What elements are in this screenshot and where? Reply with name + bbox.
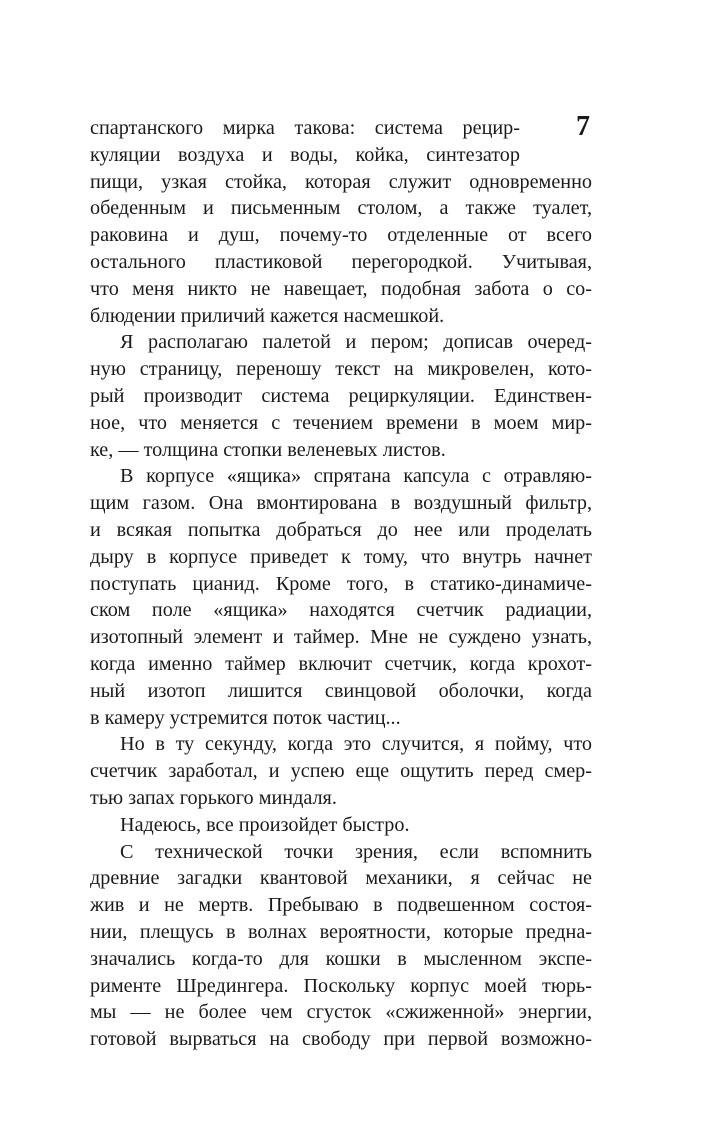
text-line: раковина и душ, почему-то отделенные от всего [90,224,592,247]
text-line: пищи, узкая стойка, которая служит одновременно [90,170,592,193]
text-line: древние загадки квантовой механики, я сейчас не [90,867,592,890]
text-line: Но в ту секунду, когда это случится, я пойму, что [120,733,592,756]
text-line: тью запах горького миндаля. [90,786,337,809]
text-line: готовой вырваться на свободу при первой возможно- [90,1028,592,1051]
text-line: куляции воздуха и воды, койка, синтезатор [90,143,520,166]
text-line: и всякая попытка добраться до нее или проделать [90,518,592,541]
text-line: дыру в корпусе приведет к тому, что внутрь начнет [90,545,592,568]
text-line: жив и не мертв. Пребываю в подвешенном состоя- [90,894,592,917]
text-line: спартанского мирка такова: система рецир- [90,117,520,139]
text-line: счетчик заработал, и успею еще ощутить перед смер- [90,760,592,783]
text-line: рый производит система рециркуляции. Единствен- [90,384,592,407]
text-line: обеденным и письменным столом, а также туалет, [90,197,592,220]
text-line: ную страницу, переношу текст на микровелен, кото- [90,358,592,381]
page-number: 7 [576,111,590,142]
text-line: ке, — толщина стопки веленевых листов. [90,438,446,461]
text-line: блюдении приличий кажется насмешкой. [90,304,445,327]
body-text [90,115,592,1053]
text-line: значались когда-то для кошки в мысленном экспе- [90,947,592,970]
text-line: ском поле «ящика» находятся счетчик радиации, [90,599,592,622]
text-line: рименте Шредингера. Поскольку корпус моей тюрь- [90,974,592,997]
text-line: что меня никто не навещает, подобная забота о со- [90,277,592,300]
text-line: когда именно таймер включит счетчик, когда крохот- [90,652,592,675]
text-line: мы — не более чем сгусток «сжиженной» энергии, [90,1001,592,1024]
text-line: поступать цианид. Кроме того, в статико-динамиче- [90,572,592,595]
text-line: С технической точки зрения, если вспомнить [120,840,592,863]
text-line: нии, плещусь в волнах вероятности, которые предна- [90,920,592,943]
text-line: Я располагаю палетой и пером; дописав очеред- [120,331,592,354]
text-line: В корпусе «ящика» спрятана капсула с отравляю- [120,465,592,488]
text-line: ное, что меняется с течением времени в моем мир- [90,411,592,434]
text-line: Надеюсь, все произойдет быстро. [120,813,410,836]
text-line: изотопный элемент и таймер. Мне не суждено узнать, [90,626,592,649]
text-line: в камеру устремится поток частиц... [90,706,401,729]
text-line: щим газом. Она вмонтирована в воздушный фильтр, [90,492,592,515]
text-line: ный изотоп лишится свинцовой оболочки, когда [90,679,592,702]
text-line: остального пластиковой перегородкой. Учитывая, [90,250,592,273]
